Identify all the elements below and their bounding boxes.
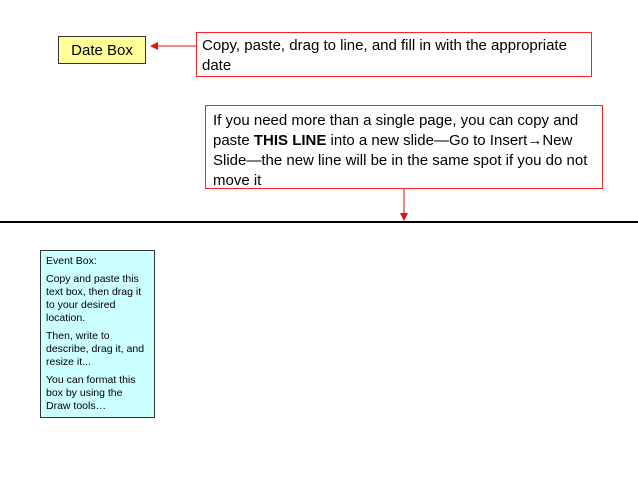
copy-paste-note-text: Copy, paste, drag to line, and fill in with the appropriate date — [202, 37, 567, 74]
new-page-note-text-part-3: New Slide—the new line will be in the same spot if you do not move it — [213, 132, 588, 189]
new-page-note-text-part-2: into a new slide—Go to Insert — [326, 132, 528, 149]
new-page-note-bold: THIS LINE — [253, 132, 327, 149]
event-box[interactable] — [40, 250, 155, 418]
event-box-paragraph: Copy and paste this text box, then drag it to your desired location. — [46, 273, 142, 324]
event-box-paragraph: Then, write to describe, drag it, and resize it... — [46, 330, 145, 368]
event-box-paragraph: You can format this box by using the Draw tools… — [46, 374, 136, 412]
right-arrow-icon: → — [527, 132, 543, 149]
timeline-line[interactable] — [0, 221, 638, 223]
date-box[interactable] — [58, 36, 146, 64]
date-box-label: Date Box — [71, 41, 133, 59]
new-page-note[interactable] — [205, 105, 603, 189]
copy-paste-note[interactable] — [196, 32, 592, 77]
new-page-note-text — [213, 111, 595, 191]
new-page-note-text-part-1: If you need more than a single page, you can copy and paste — [213, 112, 579, 149]
event-box-paragraph: Event Box: — [46, 255, 97, 267]
